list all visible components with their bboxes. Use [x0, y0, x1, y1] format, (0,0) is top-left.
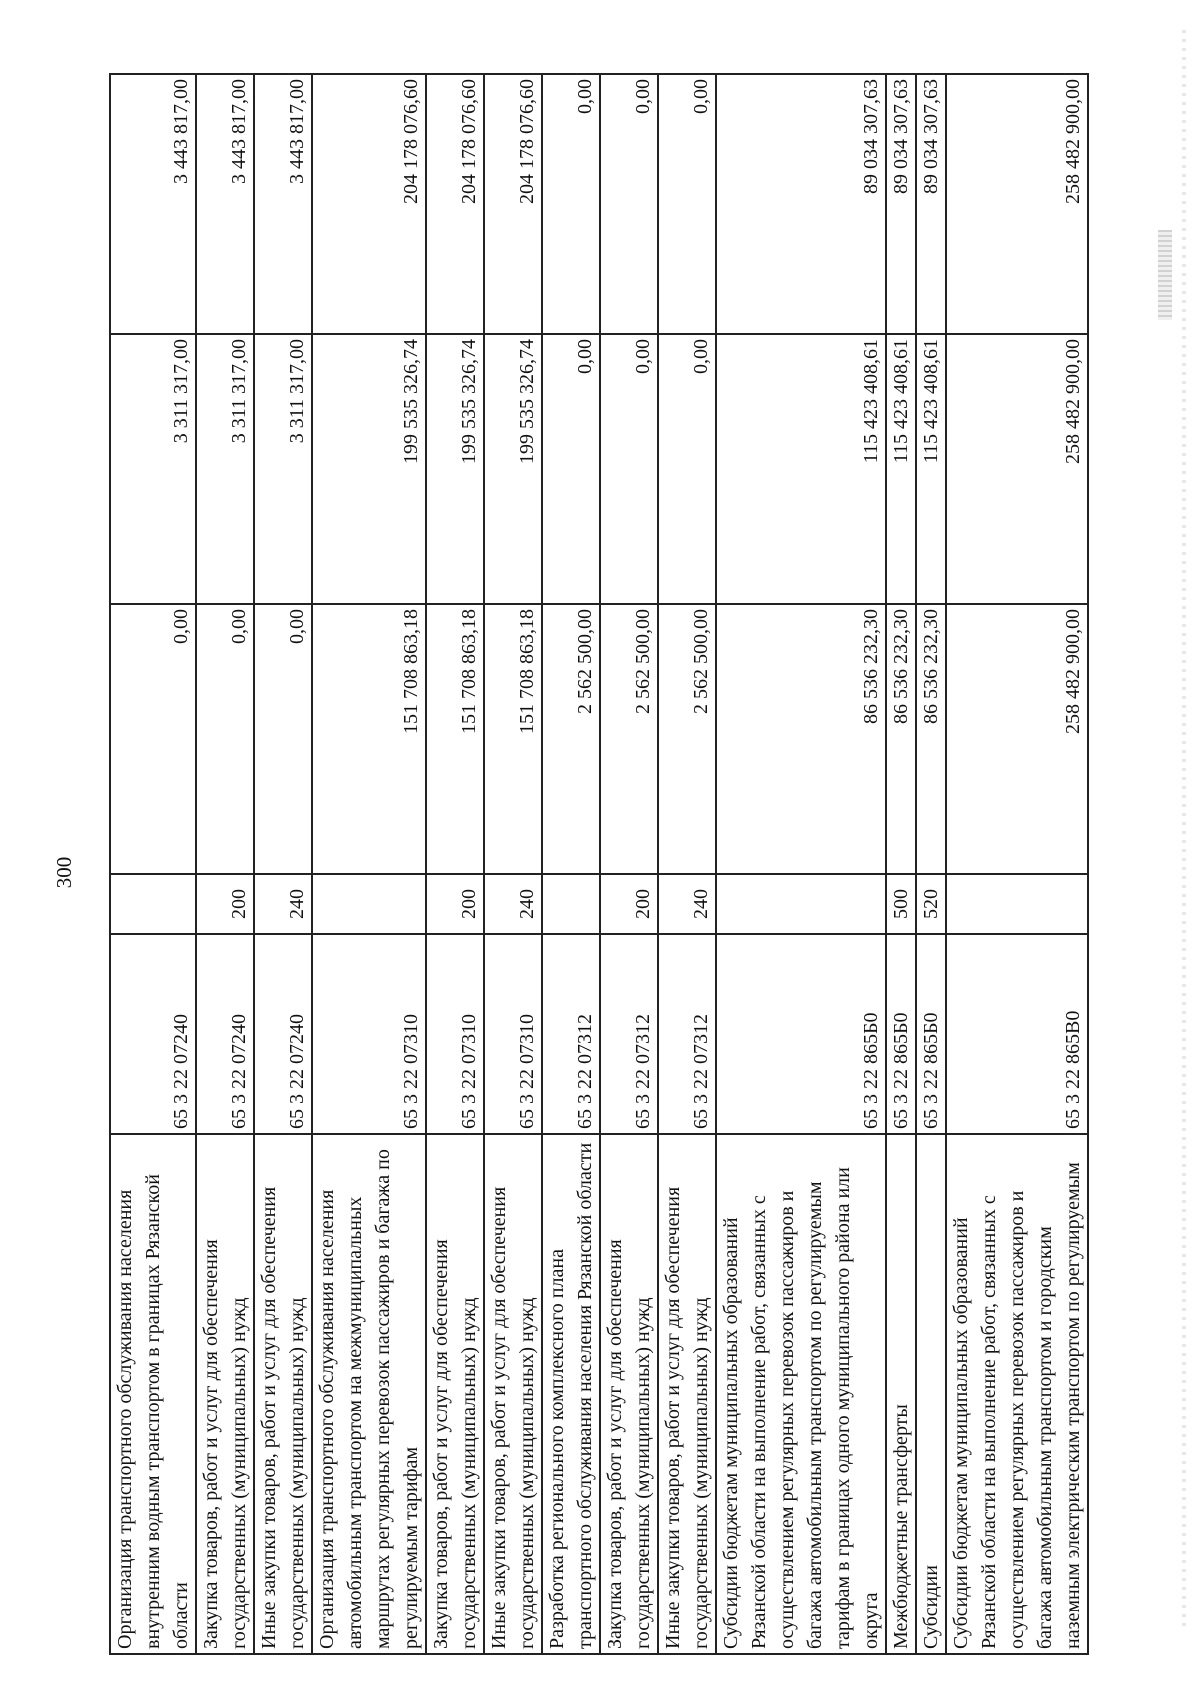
- row-value-3: 89 034 307,63: [916, 74, 946, 334]
- row-value-1: 86 536 232,30: [916, 604, 946, 874]
- table-row: [946, 74, 1088, 1654]
- row-code: 65 3 22 865В0: [946, 934, 1088, 1134]
- row-value-3: 258 482 900,00: [946, 74, 1088, 334]
- row-code: 65 3 22 07310: [312, 934, 426, 1134]
- row-value-3: 204 178 076,60: [484, 74, 542, 334]
- row-name: Иные закупки товаров, работ и услуг для обеспечения государственных (муниципальных) нужд: [254, 1134, 312, 1654]
- row-code: 65 3 22 07312: [600, 934, 658, 1134]
- scan-edge-artifact: [1182, 30, 1186, 1630]
- row-value-2: 199 535 326,74: [312, 334, 426, 604]
- row-value-2: 258 482 900,00: [946, 334, 1088, 604]
- row-code: 65 3 22 07312: [658, 934, 716, 1134]
- row-value-3: 3 443 817,00: [196, 74, 254, 334]
- row-value-1: 151 708 863,18: [484, 604, 542, 874]
- row-name: Межбюджетные трансферты: [886, 1134, 916, 1654]
- row-value-2: 115 423 408,61: [916, 334, 946, 604]
- row-value-1: 258 482 900,00: [946, 604, 1088, 874]
- row-value-2: 199 535 326,74: [426, 334, 484, 604]
- table-row: [716, 74, 886, 1654]
- table-row: [886, 74, 916, 1654]
- row-value-1: 151 708 863,18: [426, 604, 484, 874]
- scan-mark-artifact: [1158, 230, 1172, 320]
- row-name: Закупка товаров, работ и услуг для обеспечения государственных (муниципальных) нужд: [196, 1134, 254, 1654]
- row-name: Субсидии бюджетам муниципальных образований Рязанской области на выполнение работ, связанных с осуществлением регулярных перевозок пассажиров и багажа автомобильным транспортом и городским наземным электрическим транспортом по регулируемым: [946, 1134, 1088, 1654]
- row-type: 500: [886, 874, 916, 934]
- table-row: [484, 74, 542, 1654]
- row-type: 240: [254, 874, 312, 934]
- table-row: [196, 74, 254, 1654]
- row-type: 240: [658, 874, 716, 934]
- row-name: Субсидии бюджетам муниципальных образований Рязанской области на выполнение работ, связанных с осуществлением регулярных перевозок пассажиров и багажа автомобильным транспортом по регулируемым тарифам в границах одного муниципального района или округа: [716, 1134, 886, 1654]
- row-value-3: 204 178 076,60: [312, 74, 426, 334]
- row-value-1: 86 536 232,30: [886, 604, 916, 874]
- table-row: [600, 74, 658, 1654]
- row-value-1: 86 536 232,30: [716, 604, 886, 874]
- row-name: Разработка регионального комплексного плана транспортного обслуживания населения Рязанской области: [542, 1134, 600, 1654]
- row-code: 65 3 22 865Б0: [716, 934, 886, 1134]
- row-value-2: 0,00: [542, 334, 600, 604]
- row-value-3: 89 034 307,63: [886, 74, 916, 334]
- row-value-3: 3 443 817,00: [110, 74, 196, 334]
- row-value-3: 3 443 817,00: [254, 74, 312, 334]
- row-value-3: 0,00: [600, 74, 658, 334]
- row-type: [312, 874, 426, 934]
- row-code: 65 3 22 07310: [484, 934, 542, 1134]
- row-name: Организация транспортного обслуживания населения автомобильным транспортом на межмуниципальных маршрутах регулярных перевозок пассажиров и багажа по регулируемым тарифам: [312, 1134, 426, 1654]
- row-value-2: 199 535 326,74: [484, 334, 542, 604]
- row-name: Иные закупки товаров, работ и услуг для обеспечения государственных (муниципальных) нужд: [658, 1134, 716, 1654]
- row-value-2: 3 311 317,00: [196, 334, 254, 604]
- row-value-1: 2 562 500,00: [600, 604, 658, 874]
- row-type: [946, 874, 1088, 934]
- row-type: 200: [600, 874, 658, 934]
- row-code: 65 3 22 07312: [542, 934, 600, 1134]
- page-number: 300: [52, 856, 76, 889]
- row-value-1: 151 708 863,18: [312, 604, 426, 874]
- table-row: [658, 74, 716, 1654]
- row-name: Иные закупки товаров, работ и услуг для обеспечения государственных (муниципальных) нужд: [484, 1134, 542, 1654]
- row-type: [542, 874, 600, 934]
- row-value-1: 0,00: [196, 604, 254, 874]
- table-row: [110, 74, 196, 1654]
- row-name: Субсидии: [916, 1134, 946, 1654]
- row-value-3: 89 034 307,63: [716, 74, 886, 334]
- row-value-2: 3 311 317,00: [254, 334, 312, 604]
- table-row: [254, 74, 312, 1654]
- row-value-2: 0,00: [600, 334, 658, 604]
- row-value-2: 3 311 317,00: [110, 334, 196, 604]
- row-type: 520: [916, 874, 946, 934]
- table-row: [426, 74, 484, 1654]
- row-value-3: 0,00: [658, 74, 716, 334]
- row-value-1: 2 562 500,00: [658, 604, 716, 874]
- row-value-1: 0,00: [110, 604, 196, 874]
- row-code: 65 3 22 865Б0: [916, 934, 946, 1134]
- row-type: 200: [196, 874, 254, 934]
- table-row: [916, 74, 946, 1654]
- row-type: 240: [484, 874, 542, 934]
- table-row: [312, 74, 426, 1654]
- row-value-1: 2 562 500,00: [542, 604, 600, 874]
- row-code: 65 3 22 07240: [196, 934, 254, 1134]
- row-value-3: 0,00: [542, 74, 600, 334]
- row-code: 65 3 22 07240: [110, 934, 196, 1134]
- row-name: Организация транспортного обслуживания населения внутренним водным транспортом в границах Рязанской области: [110, 1134, 196, 1654]
- row-type: 200: [426, 874, 484, 934]
- rotated-page: [0, 50, 1200, 1695]
- row-type: [716, 874, 886, 934]
- budget-table: [109, 73, 1089, 1655]
- row-type: [110, 874, 196, 934]
- row-value-2: 0,00: [658, 334, 716, 604]
- row-code: 65 3 22 07310: [426, 934, 484, 1134]
- row-value-2: 115 423 408,61: [886, 334, 916, 604]
- row-name: Закупка товаров, работ и услуг для обеспечения государственных (муниципальных) нужд: [600, 1134, 658, 1654]
- table-row: [542, 74, 600, 1654]
- row-value-2: 115 423 408,61: [716, 334, 886, 604]
- row-value-3: 204 178 076,60: [426, 74, 484, 334]
- row-code: 65 3 22 865Б0: [886, 934, 916, 1134]
- row-value-1: 0,00: [254, 604, 312, 874]
- row-name: Закупка товаров, работ и услуг для обеспечения государственных (муниципальных) нужд: [426, 1134, 484, 1654]
- row-code: 65 3 22 07240: [254, 934, 312, 1134]
